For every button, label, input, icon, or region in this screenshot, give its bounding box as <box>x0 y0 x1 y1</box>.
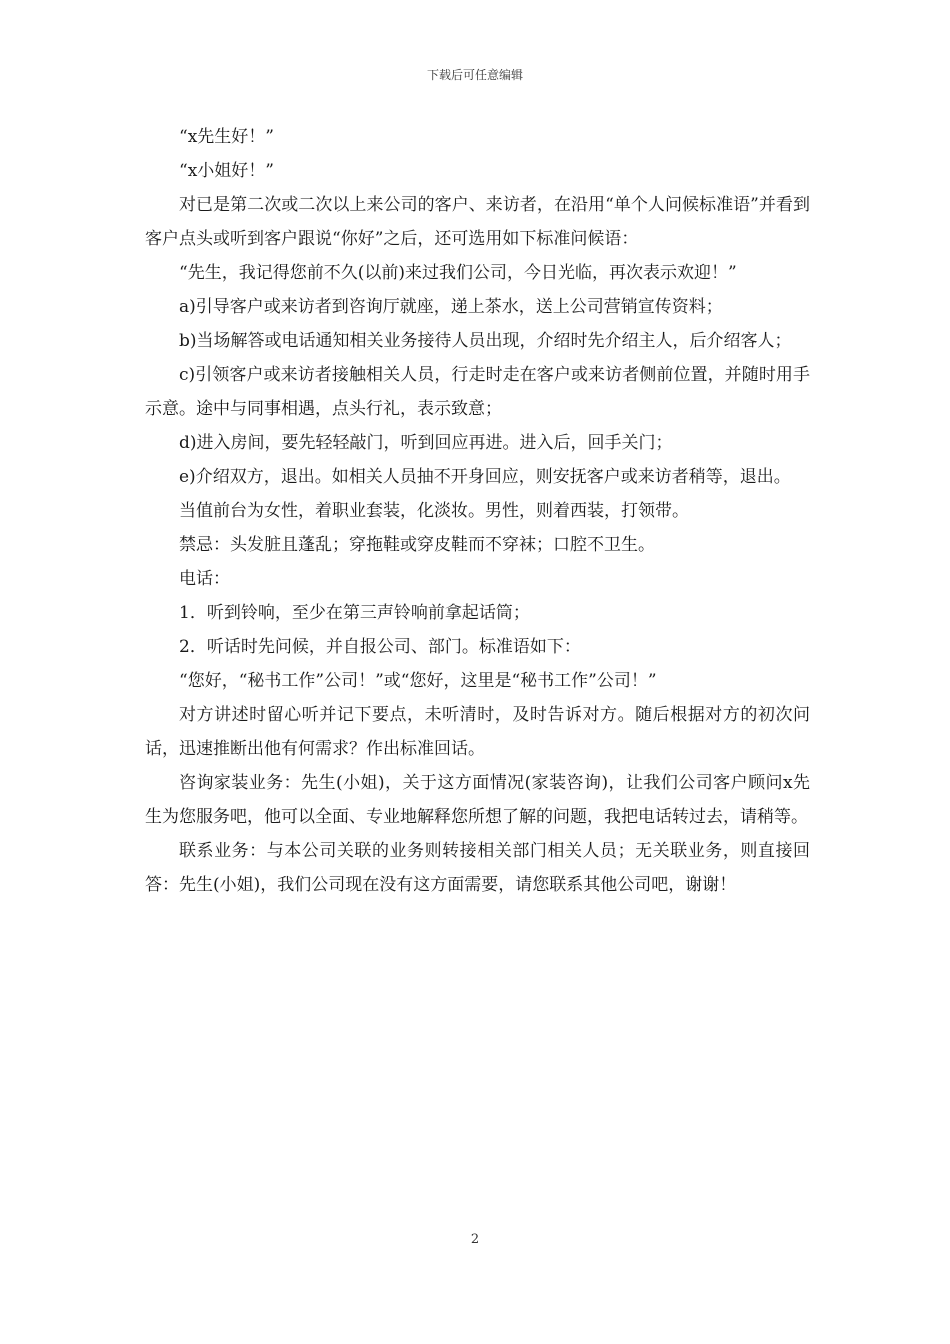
phone-rule-1: 1．听到铃响，至少在第三声铃响前拿起话筒； <box>179 603 530 623</box>
step-b: b)当场解答或电话通知相关业务接待人员出现，介绍时先介绍主人，后介绍客人； <box>179 331 792 351</box>
greeting-ms: “x小姐好！” <box>179 161 274 181</box>
phone-standard-phrase: “您好，“秘书工作”公司！”或“您好，这里是“秘书工作”公司！” <box>179 671 657 691</box>
step-a: a)引导客户或来访者到咨询厅就座，递上茶水，送上公司营销宣传资料； <box>179 297 723 317</box>
returning-visitor-paragraph: 对已是第二次或二次以上来公司的客户、来访者，在沿用“单个人问候标准语”并看到客户点头或听到客户跟说“你好”之后，还可选用如下标准问候语： <box>145 195 810 249</box>
taboos-paragraph: 禁忌：头发脏且蓬乱；穿拖鞋或穿皮鞋而不穿袜；口腔不卫生。 <box>179 535 655 555</box>
business-contact-paragraph: 联系业务：与本公司关联的业务则转接相关部门相关人员；无关联业务，则直接回答：先生(小姐)，我们公司现在没有这方面需要，请您联系其他公司吧，谢谢！ <box>145 841 810 895</box>
step-e: e)介绍双方，退出。如相关人员抽不开身回应，则安抚客户或来访者稍等，退出。 <box>179 467 791 487</box>
home-decor-consult-paragraph: 咨询家装业务：先生(小姐)，关于这方面情况(家装咨询)，让我们公司客户顾问x先生为您服务吧，他可以全面、专业地解释您所想了解的问题，我把电话转过去，请稍等。 <box>145 773 810 827</box>
phone-heading: 电话： <box>179 569 230 589</box>
step-d: d)进入房间，要先轻轻敲门，听到回应再进。进入后，回手关门； <box>179 433 673 453</box>
step-c: c)引领客户或来访者接触相关人员，行走时走在客户或来访者侧前位置，并随时用手示意。途中与同事相遇，点头行礼，表示致意； <box>145 365 810 419</box>
dress-code-paragraph: 当值前台为女性，着职业套装，化淡妆。男性，则着西装，打领带。 <box>179 501 689 521</box>
page-number: 2 <box>470 1232 480 1247</box>
listening-paragraph: 对方讲述时留心听并记下要点，未听清时，及时告诉对方。随后根据对方的初次问话，迅速推断出他有何需求？作出标准回话。 <box>145 705 810 759</box>
phone-rule-2: 2．听话时先问候，并自报公司、部门。标准语如下： <box>179 637 581 657</box>
page-header: 下载后可任意编辑 <box>426 68 523 82</box>
welcome-back-phrase: “先生，我记得您前不久(以前)来过我们公司，今日光临，再次表示欢迎！” <box>179 263 737 283</box>
greeting-mr: “x先生好！” <box>179 127 274 147</box>
document-body <box>145 120 810 902</box>
